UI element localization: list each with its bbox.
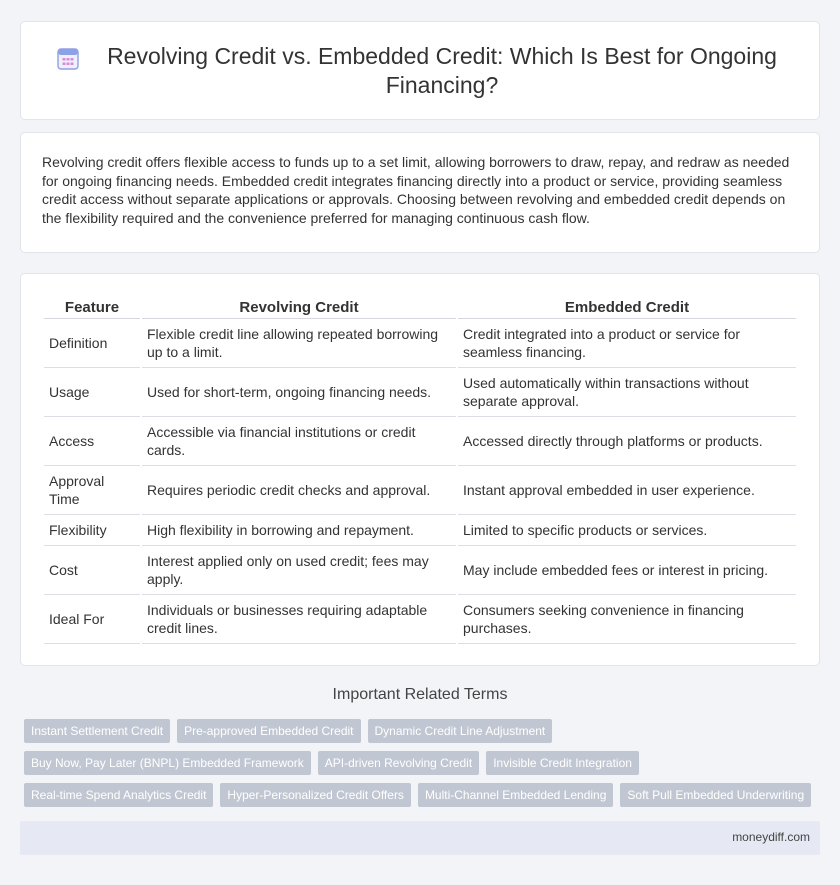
cell-revolving: High flexibility in borrowing and repayment.	[142, 515, 456, 546]
intro-card	[20, 132, 820, 253]
table-row	[44, 466, 796, 515]
related-term-tag[interactable]: API-driven Revolving Credit	[318, 751, 479, 775]
cell-feature: Cost	[44, 546, 140, 595]
header-feature: Feature	[44, 296, 140, 319]
table-row	[44, 546, 796, 595]
cell-feature: Definition	[44, 319, 140, 368]
cell-feature: Approval Time	[44, 466, 140, 515]
cell-revolving: Interest applied only on used credit; fees may apply.	[142, 546, 456, 595]
cell-feature: Flexibility	[44, 515, 140, 546]
table-row	[44, 417, 796, 466]
intro-paragraph: Revolving credit offers flexible access to funds up to a set limit, allowing borrowers to draw, repay, and redraw as needed for ongoing financing needs. Embedded credit integrates financing directly into a product or service, providing seamless credit access without separate applications or approvals. Choosing between revolving and embedded credit depends on the flexibility required and the convenience preferred for managing continuous cash flow.	[42, 154, 790, 227]
cell-revolving: Used for short-term, ongoing financing needs.	[142, 368, 456, 417]
page-title: Revolving Credit vs. Embedded Credit: Which Is Best for Ongoing Financing?	[107, 43, 777, 98]
header-embedded: Embedded Credit	[458, 296, 796, 319]
cell-revolving: Individuals or businesses requiring adaptable credit lines.	[142, 595, 456, 644]
cell-feature: Access	[44, 417, 140, 466]
related-term-tag[interactable]: Buy Now, Pay Later (BNPL) Embedded Framework	[24, 751, 311, 775]
related-term-tag[interactable]: Soft Pull Embedded Underwriting	[620, 783, 811, 807]
table-header-row	[44, 296, 796, 319]
related-term-tag[interactable]: Invisible Credit Integration	[486, 751, 639, 775]
cell-revolving: Requires periodic credit checks and approval.	[142, 466, 456, 515]
title-card	[20, 21, 820, 120]
footer	[20, 821, 820, 855]
cell-revolving: Accessible via financial institutions or credit cards.	[142, 417, 456, 466]
related-term-tag[interactable]: Dynamic Credit Line Adjustment	[368, 719, 553, 743]
cell-embedded: May include embedded fees or interest in pricing.	[458, 546, 796, 595]
related-term-tag[interactable]: Hyper-Personalized Credit Offers	[220, 783, 411, 807]
header-revolving: Revolving Credit	[142, 296, 456, 319]
comparison-table	[42, 296, 798, 644]
related-terms-title: Important Related Terms	[332, 686, 508, 703]
cell-embedded: Credit integrated into a product or service for seamless financing.	[458, 319, 796, 368]
cell-revolving: Flexible credit line allowing repeated borrowing up to a limit.	[142, 319, 456, 368]
related-terms-list	[24, 719, 824, 815]
table-row	[44, 595, 796, 644]
cell-embedded: Limited to specific products or services.	[458, 515, 796, 546]
related-term-tag[interactable]: Instant Settlement Credit	[24, 719, 170, 743]
table-row	[44, 319, 796, 368]
cell-embedded: Used automatically within transactions without separate approval.	[458, 368, 796, 417]
cell-embedded: Instant approval embedded in user experience.	[458, 466, 796, 515]
cell-feature: Ideal For	[44, 595, 140, 644]
related-term-tag[interactable]: Pre-approved Embedded Credit	[177, 719, 360, 743]
cell-feature: Usage	[44, 368, 140, 417]
cell-embedded: Consumers seeking convenience in financing purchases.	[458, 595, 796, 644]
footer-site-link[interactable]: moneydiff.com	[732, 830, 810, 844]
related-term-tag[interactable]: Real-time Spend Analytics Credit	[24, 783, 213, 807]
comparison-card	[20, 273, 820, 666]
table-row	[44, 368, 796, 417]
related-term-tag[interactable]: Multi-Channel Embedded Lending	[418, 783, 613, 807]
cell-embedded: Accessed directly through platforms or products.	[458, 417, 796, 466]
table-row	[44, 515, 796, 546]
